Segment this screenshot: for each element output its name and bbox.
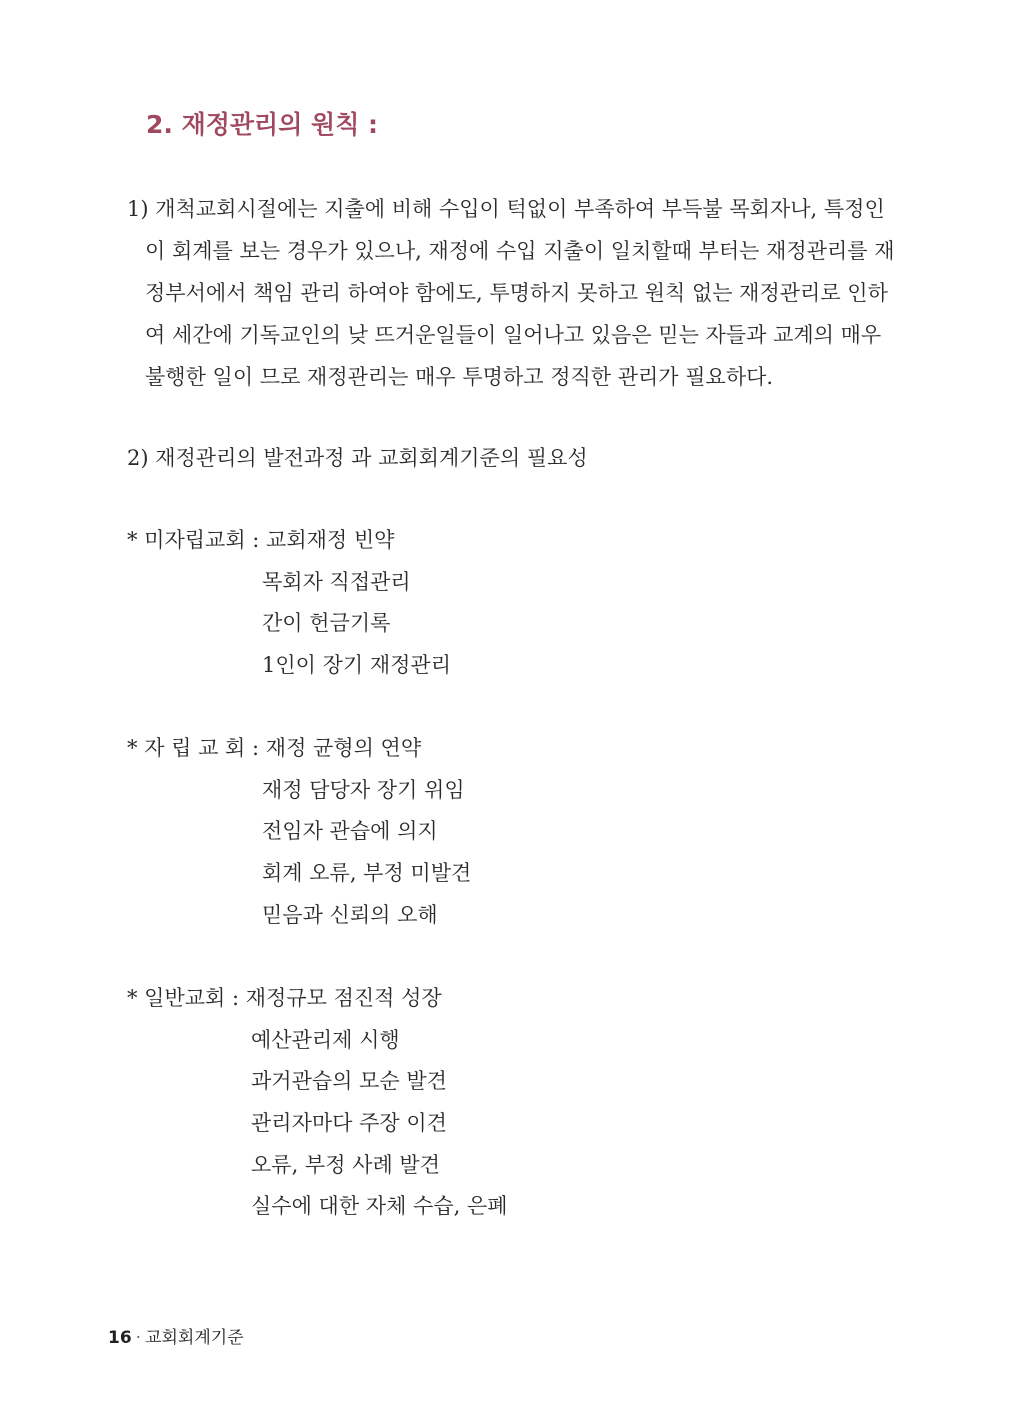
paragraph-line: 여 세간에 기독교인의 낮 뜨거운일들이 일어나고 있음은 믿는 자들과 교계의 매우 [145,323,882,347]
footer-title: 교회회계기준 [145,1328,244,1348]
group-row [127,1145,508,1187]
group-item: 예산관리제 시행 [251,1027,400,1052]
group-item: 목회자 직접관리 [262,569,411,594]
page-footer [108,1326,244,1350]
group-row [127,853,471,895]
group-row [127,811,471,853]
group-item: 교회재정 빈약 [266,528,395,552]
group-item: 믿음과 신뢰의 오해 [262,902,438,927]
group-row [127,520,451,562]
group-row [127,978,508,1020]
group-row [127,895,471,937]
group-established-church [127,728,471,936]
group-item: 관리자마다 주장 이견 [251,1111,447,1136]
group-row [127,770,471,812]
section-heading: 2. 재정관리의 원칙 : [146,110,379,139]
group-label: * 미자립교회 : [127,528,267,552]
group-row [127,1020,508,1062]
page-number: 16 [108,1328,132,1348]
group-item: 간이 헌금기록 [262,611,391,636]
group-item: 재정 담당자 장기 위임 [262,777,465,802]
paragraph-line: 1) 개척교회시절에는 지출에 비해 수입이 턱없이 부족하여 부득불 목회자나, 특정인 [127,197,885,221]
group-general-church [127,978,508,1228]
paragraph-principle [127,188,917,398]
paragraph-line: 불행한 일이 므로 재정관리는 매우 투명하고 정직한 관리가 필요하다. [145,365,774,389]
group-unestablished-church [127,520,451,687]
group-row [127,645,451,687]
group-row [127,1186,508,1228]
group-row [127,562,451,604]
group-row [127,603,451,645]
group-label: * 자 립 교 회 : [127,736,266,760]
paragraph-line: 정부서에서 책임 관리 하여야 함에도, 투명하지 못하고 원칙 없는 재정관리로 인하 [145,281,888,305]
group-item: 재정규모 점진적 성장 [245,986,442,1010]
group-item: 전임자 관습에 의지 [262,819,438,844]
group-item: 회계 오류, 부정 미발견 [262,861,472,886]
footer-separator: · [135,1328,142,1348]
group-row [127,728,471,770]
group-item: 1인이 장기 재정관리 [262,653,451,678]
subheading: 2) 재정관리의 발전과정 과 교회회계기준의 필요성 [127,446,588,470]
group-row [127,1103,508,1145]
group-label: * 일반교회 : [127,986,246,1010]
group-row [127,1061,508,1103]
group-item: 과거관습의 모순 발견 [251,1069,447,1094]
paragraph-line: 이 회계를 보는 경우가 있으나, 재정에 수입 지출이 일치할때 부터는 재정관리를 재 [145,239,895,263]
group-item: 재정 균형의 연약 [265,736,422,760]
group-item: 오류, 부정 사례 발견 [251,1152,440,1177]
group-item: 실수에 대한 자체 수습, 은폐 [251,1194,508,1219]
